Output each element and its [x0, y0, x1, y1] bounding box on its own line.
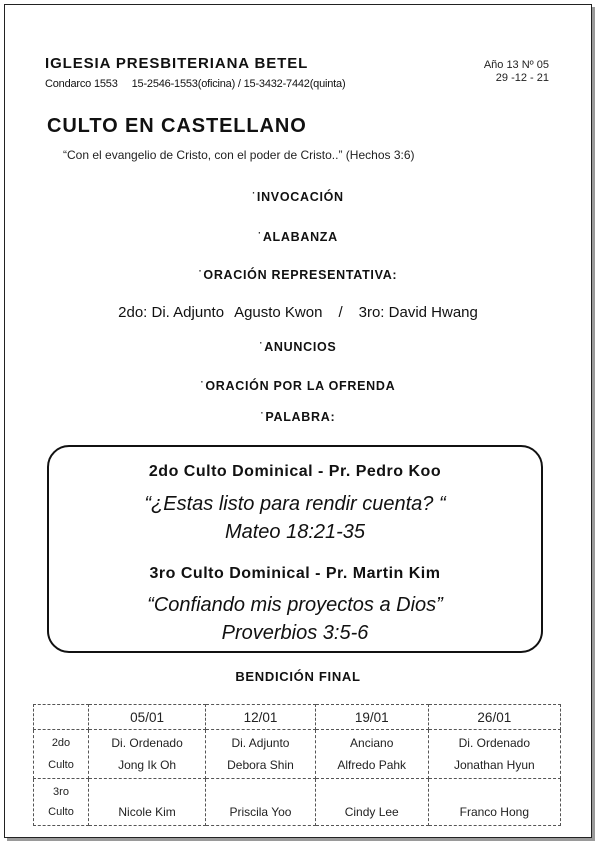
date-header: 05/01 [89, 705, 206, 730]
cell-name: Alfredo Pahk [337, 758, 407, 772]
order-anuncios [5, 338, 591, 354]
order-ofrenda [5, 377, 591, 393]
prayer-assignments [5, 304, 591, 321]
issue-date: 29 -12 - 21 [495, 72, 549, 84]
service-title: CULTO EN CASTELLANO [47, 115, 307, 137]
bullet: · [198, 266, 203, 276]
table-header-row [34, 705, 561, 730]
table-cell [89, 730, 206, 779]
order-label: ALABANZA [262, 230, 338, 244]
cell-role: Di. Adjunto [231, 736, 290, 750]
prayer-separator: / [338, 304, 343, 321]
table-cell [428, 730, 560, 779]
sermon-1-reference: Mateo 18:21-35 [224, 521, 366, 543]
order-invocacion [5, 188, 591, 204]
row-label-line: 2do [51, 737, 71, 749]
prayer-2do-label: 2do: Di. Adjunto [118, 304, 225, 321]
bullet: · [252, 188, 256, 198]
order-oracion [5, 266, 591, 282]
bullet: · [200, 377, 205, 387]
order-label: ORACIÓN POR LA OFRENDA [205, 379, 396, 393]
row-label [34, 730, 89, 779]
order-label: PALABRA: [265, 410, 336, 424]
cell-role: Di. Ordenado [111, 736, 183, 750]
table-cell: Priscila Yoo [206, 779, 316, 826]
cell-name: Debora Shin [227, 758, 294, 772]
order-palabra [5, 408, 591, 424]
prayer-3ro: 3ro: David Hwang [358, 304, 478, 321]
row-label-line: 3ro [53, 786, 69, 798]
table-row [34, 779, 561, 826]
date-header: 19/01 [315, 705, 428, 730]
sermon-2-heading: 3ro Culto Dominical - Pr. Martin Kim [149, 565, 441, 582]
church-name: IGLESIA PRESBITERIANA BETEL [45, 55, 309, 72]
bullet: · [258, 228, 262, 238]
cell-name: Jonathan Hyun [453, 758, 535, 772]
benediction: BENDICIÓN FINAL [235, 669, 361, 684]
date-header: 26/01 [428, 705, 560, 730]
sermon-2-reference: Proverbios 3:5-6 [221, 622, 369, 644]
order-label: ORACIÓN REPRESENTATIVA: [203, 268, 398, 282]
service-motto: “Con el evangelio de Cristo, con el poder de Cristo..” (Hechos 3:6) [63, 148, 415, 162]
church-contact [45, 78, 345, 90]
church-phones: 15-2546-1553(oficina) / 15-3432-7442(quinta) [131, 78, 346, 90]
church-address: Condarco 1553 [45, 78, 118, 90]
corner-cell [34, 705, 89, 730]
sermon-2-title: “Confiando mis proyectos a Dios” [147, 594, 443, 616]
bullet: · [260, 408, 265, 418]
issue-info [484, 59, 549, 85]
sermon-box [47, 445, 543, 653]
sermon-1-heading: 2do Culto Dominical - Pr. Pedro Koo [148, 463, 442, 480]
order-label: INVOCACIÓN [256, 190, 344, 204]
cell-name: Jong Ik Oh [118, 758, 177, 772]
table-cell: Franco Hong [428, 779, 560, 826]
bullet: · [259, 338, 264, 348]
order-alabanza [5, 228, 591, 244]
order-label: ANUNCIOS [264, 340, 337, 354]
table-cell: Nicole Kim [89, 779, 206, 826]
row-label-line: Culto [48, 806, 74, 818]
table-row [34, 730, 561, 779]
schedule-table [33, 704, 561, 826]
row-label [34, 779, 89, 826]
sermon-1-title: “¿Estas listo para rendir cuenta? “ [144, 493, 446, 515]
cell-role: Anciano [350, 736, 394, 750]
cell-role: Di. Ordenado [458, 736, 530, 750]
table-cell: Cindy Lee [315, 779, 428, 826]
date-header: 12/01 [206, 705, 316, 730]
row-label-line: Culto [48, 759, 74, 771]
table-cell [315, 730, 428, 779]
prayer-2do-name: Agusto Kwon [234, 304, 323, 321]
issue-number: Año 13 Nº 05 [483, 59, 549, 71]
table-cell [206, 730, 316, 779]
bulletin-page [4, 4, 592, 838]
